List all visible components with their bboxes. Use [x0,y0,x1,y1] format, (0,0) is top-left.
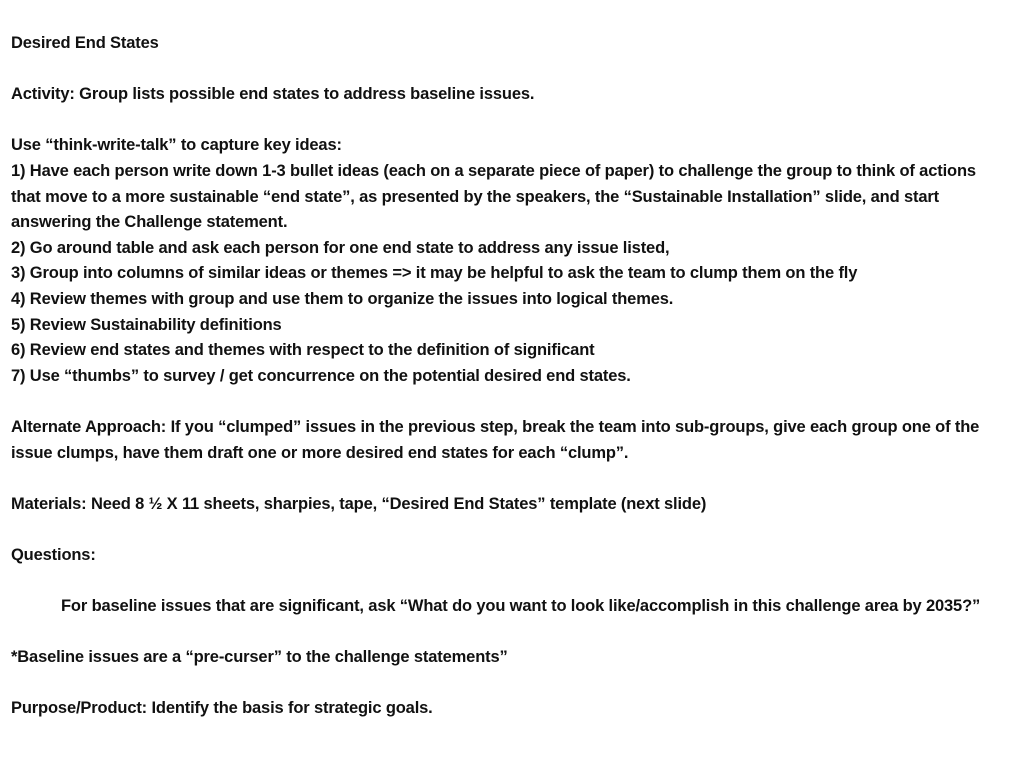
spacer [11,108,1004,134]
purpose-text: Purpose/Product: Identify the basis for strategic goals. [11,699,433,718]
step-item: 2) Go around table and ask each person for one end state to address any issue listed, [11,238,670,257]
alternate-approach-text: Alternate Approach: If you “clumped” issues in the previous step, break the team into sub-groups, give each group one of the issue clumps, have them draft one or more desired end states for each “clump”. [11,417,980,462]
questions-heading: Questions: [11,545,96,564]
step-item: 5) Review Sustainability definitions [11,315,282,334]
step-item: 3) Group into columns of similar ideas or themes => it may be helpful to ask the team to clump them on the fly [11,264,858,283]
spacer [11,466,1004,492]
spacer [11,671,1004,697]
use-intro-text: Use “think-write-talk” to capture key ideas: [11,136,342,155]
activity-text: Activity: Group lists possible end states to address baseline issues. [11,85,535,104]
spacer [11,57,1004,83]
materials-text: Materials: Need 8 ½ X 11 sheets, sharpies, tape, “Desired End States” template (next slide) [11,494,707,513]
step-item: 7) Use “thumbs” to survey / get concurrence on the potential desired end states. [11,366,631,385]
baseline-note: *Baseline issues are a “pre-curser” to the challenge statements” [11,648,508,667]
step-item: 6) Review end states and themes with respect to the definition of significant [11,341,595,360]
step-item: 1) Have each person write down 1-3 bullet ideas (each on a separate piece of paper) to challenge the group to think of actions that move to a more sustainable “end state”, as presented by the speakers, the “Sustainable Installation” slide, and start answering the Challenge statement. [11,161,976,232]
spacer [11,620,1004,646]
question-text: For baseline issues that are significant, ask “What do you want to look like/accomplish in this challenge area by 2035?” [61,597,981,616]
spacer [11,517,1004,543]
steps-list [11,159,1004,389]
step-item: 4) Review themes with group and use them to organize the issues into logical themes. [11,289,674,308]
slide-title: Desired End States [11,34,159,52]
spacer [11,389,1004,415]
spacer [11,568,1004,594]
